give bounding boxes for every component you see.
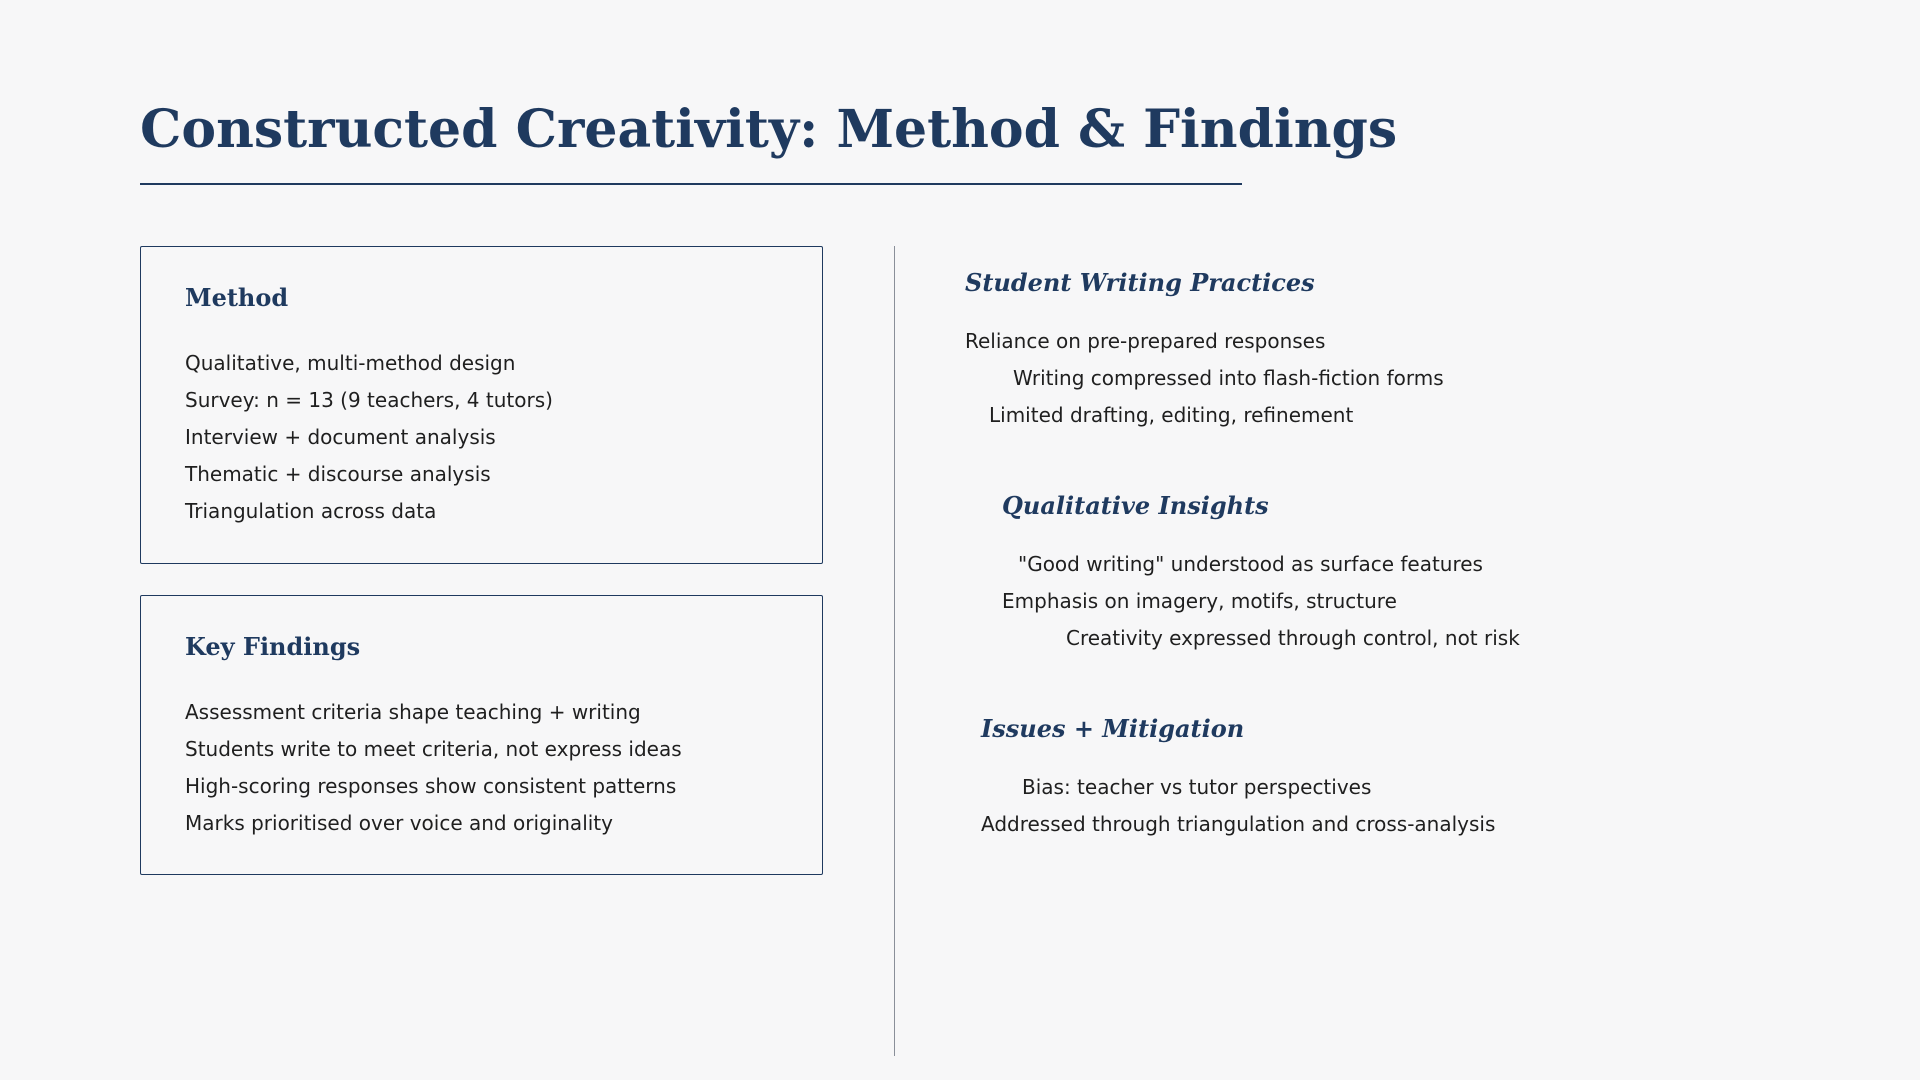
issues-mitigation-heading: Issues + Mitigation xyxy=(981,714,1245,743)
key-findings-heading: Key Findings xyxy=(185,632,361,661)
key-findings-card xyxy=(140,595,823,875)
qualitative-insights-item: Creativity expressed through control, not risk xyxy=(1066,626,1520,650)
method-heading: Method xyxy=(185,283,289,312)
method-card xyxy=(140,246,823,564)
student-writing-item: Reliance on pre-prepared responses xyxy=(965,329,1326,353)
column-divider xyxy=(894,246,895,1056)
student-writing-item: Limited drafting, editing, refinement xyxy=(989,403,1354,427)
method-list xyxy=(185,345,553,530)
method-item: Triangulation across data xyxy=(185,499,437,523)
student-writing-item: Writing compressed into flash-fiction forms xyxy=(1013,366,1444,390)
method-item: Interview + document analysis xyxy=(185,425,496,449)
key-findings-item: High-scoring responses show consistent patterns xyxy=(185,774,677,798)
qualitative-insights-heading: Qualitative Insights xyxy=(1002,491,1269,520)
qualitative-insights-item: "Good writing" understood as surface features xyxy=(1018,552,1483,576)
qualitative-insights-item: Emphasis on imagery, motifs, structure xyxy=(1002,589,1397,613)
issues-mitigation-item: Bias: teacher vs tutor perspectives xyxy=(1022,775,1372,799)
student-writing-heading: Student Writing Practices xyxy=(965,268,1315,297)
issues-mitigation-item: Addressed through triangulation and cross-analysis xyxy=(981,812,1496,836)
key-findings-item: Students write to meet criteria, not express ideas xyxy=(185,737,682,761)
method-item: Thematic + discourse analysis xyxy=(185,462,491,486)
key-findings-item: Assessment criteria shape teaching + writing xyxy=(185,700,641,724)
page-title: Constructed Creativity: Method & Findings xyxy=(140,99,1398,160)
key-findings-list xyxy=(185,694,682,842)
title-underline xyxy=(140,183,1242,185)
method-item: Survey: n = 13 (9 teachers, 4 tutors) xyxy=(185,388,553,412)
method-item: Qualitative, multi-method design xyxy=(185,351,516,375)
key-findings-item: Marks prioritised over voice and originality xyxy=(185,811,613,835)
